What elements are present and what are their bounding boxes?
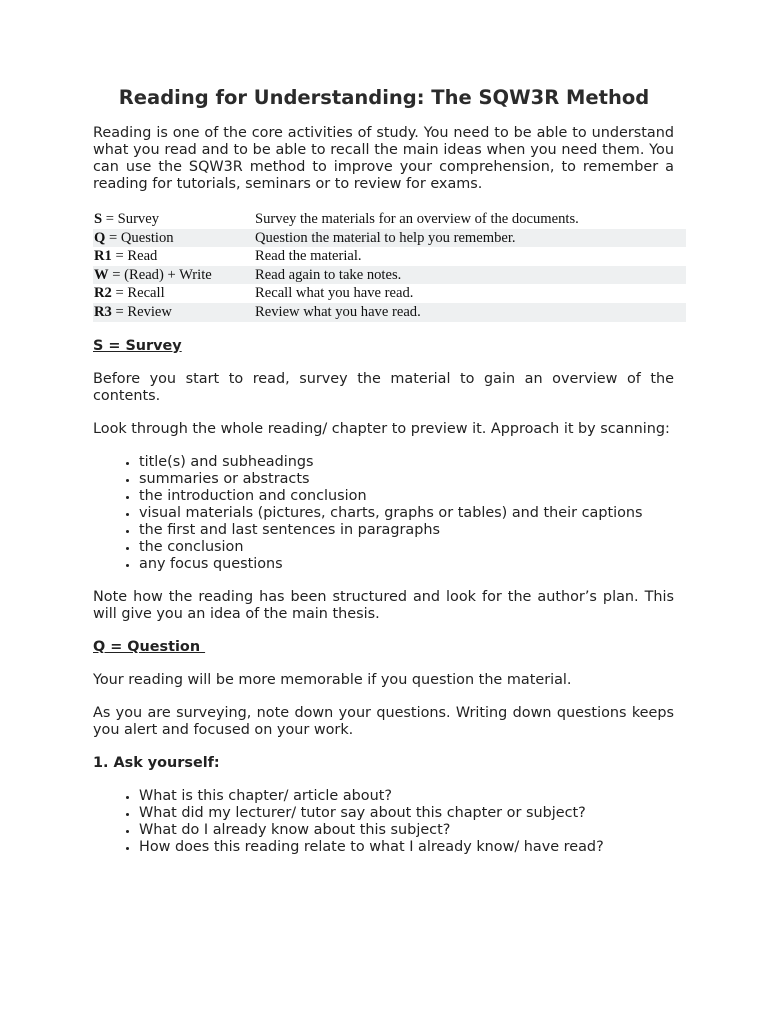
- table-row: [93, 303, 686, 322]
- step-description: Survey the materials for an overview of the documents.: [255, 211, 579, 227]
- step-abbreviation: S = Survey: [94, 211, 159, 227]
- list-item: • any focus questions: [139, 556, 674, 573]
- step-description: Read the material.: [255, 248, 362, 265]
- table-row: [93, 266, 686, 285]
- list-item: • title(s) and subheadings: [139, 454, 674, 471]
- list-item: • What did my lecturer/ tutor say about this chapter or subject?: [139, 805, 674, 822]
- step-abbreviation: R2 = Recall: [94, 285, 165, 302]
- step-description: Recall what you have read.: [255, 285, 414, 302]
- table-row: [93, 210, 686, 229]
- list-item: • What is this chapter/ article about?: [139, 788, 674, 805]
- table-row: [93, 247, 686, 266]
- step-abbreviation: W = (Read) + Write: [93, 266, 254, 285]
- question-heading: Q = Question: [93, 638, 206, 655]
- survey-paragraph: Before you start to read, survey the material to gain an overview of the contents.: [93, 370, 674, 404]
- list-item: • How does this reading relate to what I already know/ have read?: [139, 839, 674, 856]
- step-abbreviation: R1 = Read: [94, 248, 158, 265]
- question-paragraph: As you are surveying, note down your questions. Writing down questions keeps you alert and focused on your work.: [93, 704, 674, 738]
- scanning-list: [93, 454, 674, 573]
- page-title: Reading for Understanding: The SQW3R Method: [118, 86, 650, 109]
- step-abbreviation: Q = Question: [93, 229, 254, 248]
- step-description: Review what you have read.: [254, 303, 686, 322]
- document-body: [93, 125, 674, 872]
- list-item: • the conclusion: [139, 539, 674, 556]
- survey-heading: S = Survey: [93, 337, 182, 354]
- intro-paragraph: Reading is one of the core activities of study. You need to be able to understand what you read and to be able to recall the main ideas when you need them. You can use the SQW3R method to improve your comprehension, to remember a reading for tutorials, seminars or to review for exams.: [93, 125, 674, 192]
- table-row: [93, 284, 686, 303]
- list-item: • visual materials (pictures, charts, graphs or tables) and their captions: [139, 505, 674, 522]
- step-description: Read again to take notes.: [254, 266, 686, 285]
- questions-list: [93, 788, 674, 856]
- step-abbreviation: R3 = Review: [93, 303, 254, 322]
- step-description: Question the material to help you remember.: [254, 229, 686, 248]
- list-item: • What do I already know about this subject?: [139, 822, 674, 839]
- ask-yourself-heading: 1. Ask yourself:: [93, 754, 220, 771]
- list-item: • summaries or abstracts: [139, 471, 674, 488]
- survey-paragraph: Look through the whole reading/ chapter to preview it. Approach it by scanning:: [93, 420, 670, 437]
- list-item: • the introduction and conclusion: [139, 488, 674, 505]
- question-paragraph: Your reading will be more memorable if you question the material.: [93, 671, 572, 688]
- survey-paragraph: Note how the reading has been structured and look for the author’s plan. This will give you an idea of the main thesis.: [93, 588, 674, 622]
- list-item: • the first and last sentences in paragraphs: [139, 522, 674, 539]
- sqw3r-summary-table: [93, 210, 686, 322]
- table-row: [93, 229, 686, 248]
